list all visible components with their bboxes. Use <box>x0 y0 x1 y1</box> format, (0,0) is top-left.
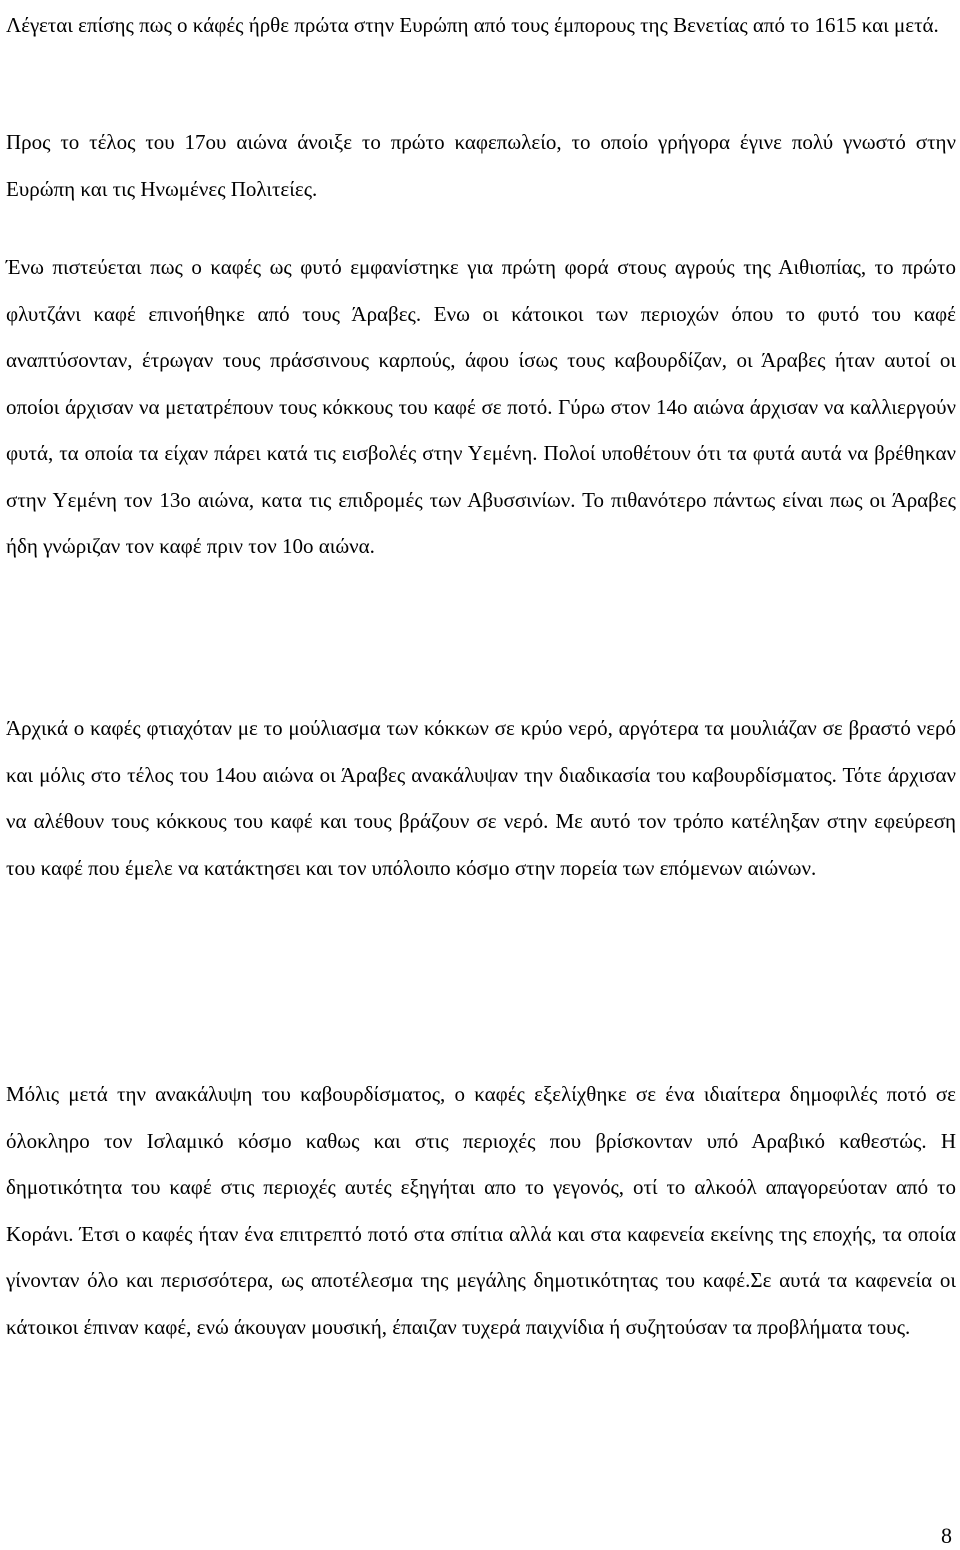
paragraph-1: Λέγεται επίσης πως ο κάφές ήρθε πρώτα στην Ευρώπη από τους έμπορους της Βενετίας από το 1615 και μετά. <box>6 13 939 37</box>
paragraph-2: Προς το τέλος του 17ου αιώνα άνοιξε το πρώτο καφεπωλείο, το οποίο γρήγορα έγινε πολύ γνωστό στην Ευρώπη και τις Ηνωμένες Πολιτείες. <box>6 130 956 201</box>
paragraph-4: Άρχικά ο καφές φτιαχόταν με το μούλιασμα των κόκκων σε κρύο νερό, αργότερα τα μουλιάζαν σε βραστό νερό και μόλις στο τέλος του 14ου αιώνα οι Άραβες ανακάλυψαν την διαδικασία του καβουρδίσματος. Τότε άρχισαν να αλέθουν τους κόκκους του καφέ και τους βράζουν σε νερό. Με αυτό τον τρόπο κατέληξαν στην εφεύρεση του καφέ που έμελε να κατάκτησει και τον υπόλοιπο κόσμο στην πορεία των επόμενων αιώνων. <box>6 716 956 880</box>
page-number: 8 <box>941 1523 952 1548</box>
paragraph-3: Ένω πιστεύεται πως ο καφές ως φυτό εμφανίστηκε για πρώτη φορά στους αγρούς της Αιθιοπίας, το πρώτο φλυτζάνι καφέ επινοήθηκε από τους Άραβες. Ενω οι κάτοικοι των περιοχών όπου το φυτό του καφέ αναπτύσονταν, έτρωγαν τους πράσσινους καρπούς, άφου ίσως τους καβουρδίζαν, οι Άραβες ήταν αυτοί οι οποίοι άρχισαν να μετατρέπουν τους κόκκους του καφέ σε ποτό. Γύρω στον 14ο αιώνα άρχισαν να καλλιεργούν φυτά, τα οποία τα είχαν πάρει κατά τις εισβολές στην Υεμένη. Πολοί υποθέτουν ότι τα φυτά αυτά να βρέθηκαν στην Υεμένη τον 13ο αιώνα, κατα τις επιδρομές των Αβυσσινίων. Το πιθανότερο πάντως είναι πως οι Άραβες ήδη γνώριζαν τον καφέ πριν τον 10ο αιώνα. <box>6 255 956 558</box>
paragraph-5: Μόλις μετά την ανακάλυψη του καβουρδίσματος, ο καφές εξελίχθηκε σε ένα ιδιαίτερα δημοφιλές ποτό σε όλοκληρο τον Ισλαμικό κόσμο καθως και στις περιοχές που βρίσκονταν υπό Αραβικό καθεστώς. Η δημοτικότητα του καφέ στις περιοχές αυτές εξηγήται απο το γεγονός, οτί το αλκοόλ απαγορεύοταν από το Κοράνι. Έτσι ο καφές ήταν ένα επιτρεπτό ποτό στα σπίτια αλλά και στα καφενεία εκείνης της εποχής, τα οποία γίνονταν όλο και περισσότερα, ως αποτέλεσμα της μεγάλης δημοτικότητας του καφέ.Σε αυτά τα καφενεία οι κάτοικοι έπιναν καφέ, ενώ άκουγαν μουσική, έπαιζαν τυχερά παιχνίδια ή συζητούσαν τα προβλήματα τους. <box>6 1082 956 1339</box>
